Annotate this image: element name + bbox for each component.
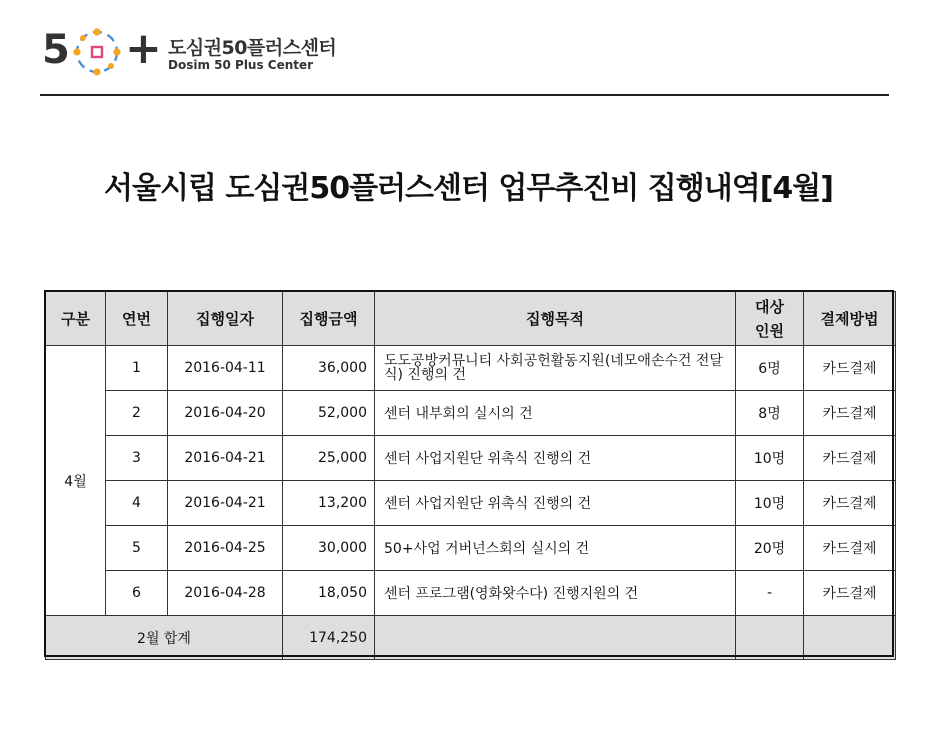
purpose-cell: 50+사업 거버넌스회의 실시의 건: [375, 526, 736, 571]
total-amount: 174,250: [283, 616, 375, 660]
amount-cell: 18,050: [283, 571, 375, 616]
total-row: [46, 616, 896, 660]
date-cell: 2016-04-21: [168, 436, 283, 481]
table-row: [46, 346, 896, 391]
header-serial: 연번: [106, 292, 168, 346]
org-name-english: Dosim 50 Plus Center: [168, 58, 314, 72]
total-purpose-empty: [375, 616, 736, 660]
table-row: [46, 526, 896, 571]
purpose-cell: 센터 사업지원단 위촉식 진행의 건: [375, 481, 736, 526]
people-cell: -: [736, 571, 804, 616]
header-purpose: 집행목적: [375, 292, 736, 346]
amount-cell: 25,000: [283, 436, 375, 481]
amount-cell: 36,000: [283, 346, 375, 391]
table-row: [46, 391, 896, 436]
header-target-people: [736, 292, 804, 346]
payment-cell: 카드결제: [804, 391, 896, 436]
header-divider: [40, 94, 889, 96]
header-target-line2: 인원: [755, 321, 784, 340]
header-amount: 집행금액: [283, 292, 375, 346]
month-cell: 4월: [46, 346, 106, 616]
amount-cell: 13,200: [283, 481, 375, 526]
people-cell: 8명: [736, 391, 804, 436]
date-cell: 2016-04-25: [168, 526, 283, 571]
table-row: [46, 436, 896, 481]
total-label: 2월 합계: [46, 616, 283, 660]
serial-cell: 1: [106, 346, 168, 391]
payment-cell: 카드결제: [804, 526, 896, 571]
serial-cell: 3: [106, 436, 168, 481]
table-header-row: [46, 292, 896, 346]
total-people-empty: [736, 616, 804, 660]
document-title: 서울시립 도심권50플러스센터 업무추진비 집행내역[4월]: [104, 171, 833, 206]
logo-number: 5: [42, 27, 70, 73]
amount-cell: 52,000: [283, 391, 375, 436]
payment-cell: 카드결제: [804, 481, 896, 526]
purpose-cell: 도도공방커뮤니티 사회공헌활동지원(네모애손수건 전달식) 진행의 건: [375, 346, 736, 391]
purpose-cell: 센터 내부회의 실시의 건: [375, 391, 736, 436]
people-cell: 6명: [736, 346, 804, 391]
people-cell: 20명: [736, 526, 804, 571]
header-payment: 결제방법: [804, 292, 896, 346]
serial-cell: 2: [106, 391, 168, 436]
date-cell: 2016-04-11: [168, 346, 283, 391]
table-row: [46, 481, 896, 526]
purpose-cell: 센터 프로그램(영화왓수다) 진행지원의 건: [375, 571, 736, 616]
header-date: 집행일자: [168, 292, 283, 346]
logo-plus: +: [125, 23, 162, 74]
date-cell: 2016-04-20: [168, 391, 283, 436]
date-cell: 2016-04-28: [168, 571, 283, 616]
payment-cell: 카드결제: [804, 346, 896, 391]
purpose-cell: 센터 사업지원단 위촉식 진행의 건: [375, 436, 736, 481]
serial-cell: 5: [106, 526, 168, 571]
serial-cell: 4: [106, 481, 168, 526]
payment-cell: 카드결제: [804, 436, 896, 481]
org-name-korean: 도심권50플러스센터: [168, 37, 337, 59]
logo-ring-icon: [70, 26, 124, 78]
amount-cell: 30,000: [283, 526, 375, 571]
expense-table: [45, 291, 896, 660]
people-cell: 10명: [736, 481, 804, 526]
header-category: 구분: [46, 292, 106, 346]
header-target-line1: 대상: [755, 297, 784, 316]
serial-cell: 6: [106, 571, 168, 616]
table-row: [46, 571, 896, 616]
date-cell: 2016-04-21: [168, 481, 283, 526]
payment-cell: 카드결제: [804, 571, 896, 616]
people-cell: 10명: [736, 436, 804, 481]
logo-mark: [42, 24, 162, 80]
total-payment-empty: [804, 616, 896, 660]
